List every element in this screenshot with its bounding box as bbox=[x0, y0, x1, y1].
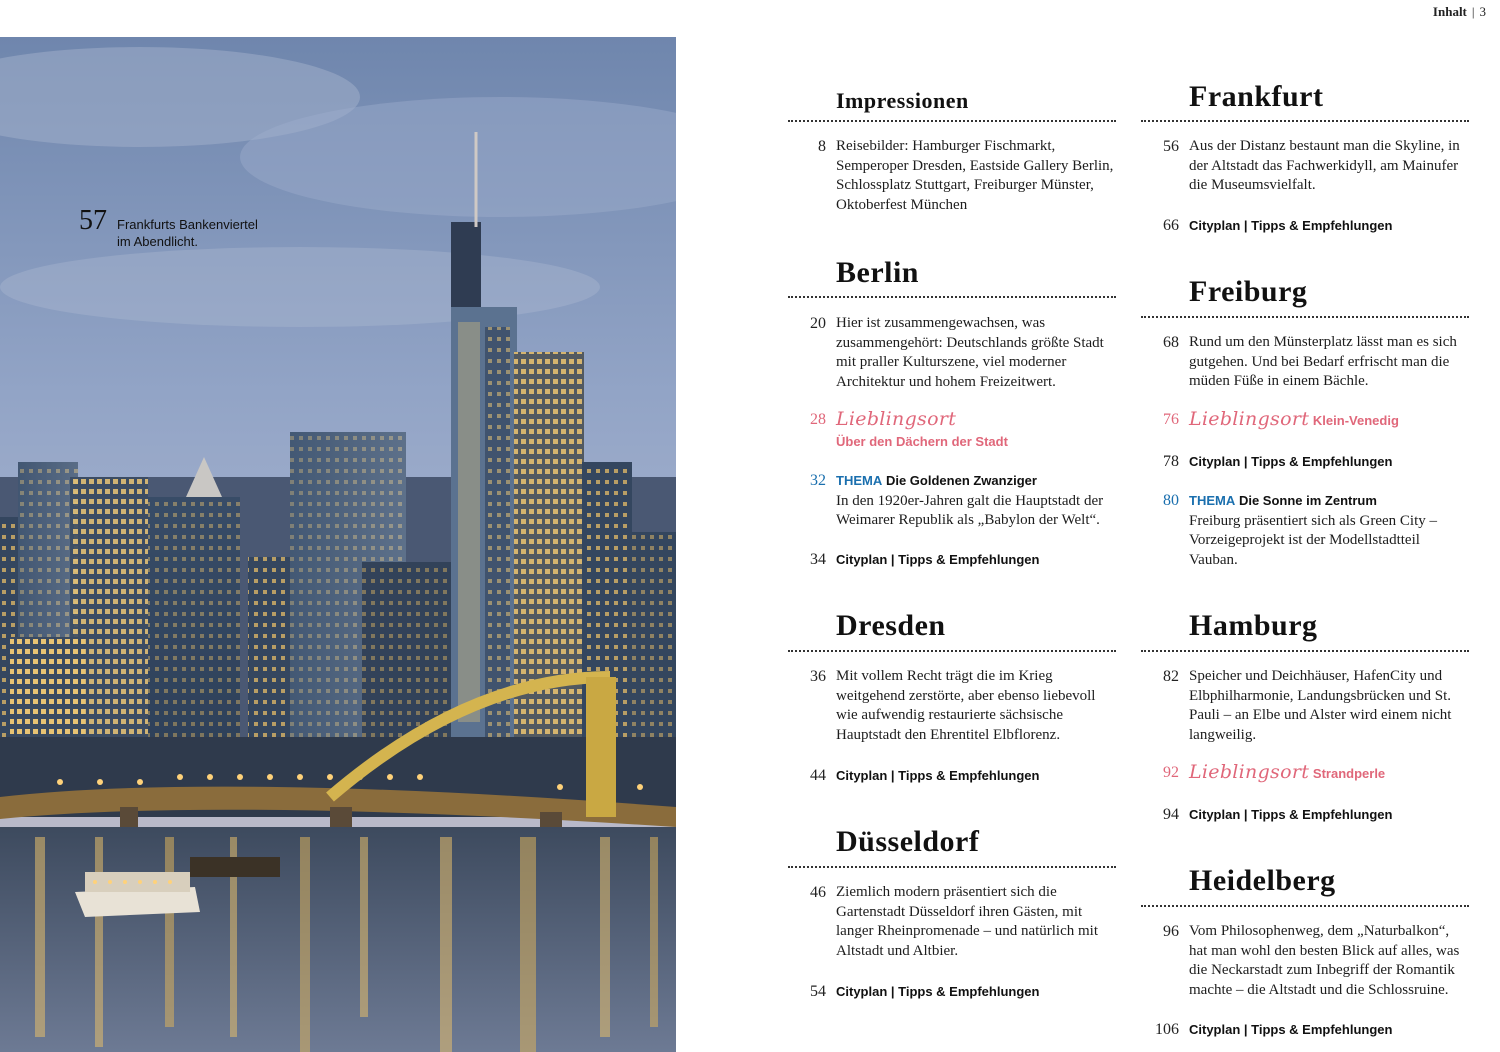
running-head-section: Inhalt bbox=[1432, 4, 1467, 19]
entry-text: Klein-Venedig bbox=[1312, 413, 1399, 428]
entry-text: Cityplan | Tipps & Empfehlungen bbox=[836, 768, 1040, 783]
section-rule bbox=[1141, 316, 1469, 318]
entry-text: Cityplan | Tipps & Empfehlungen bbox=[1189, 807, 1393, 822]
running-head bbox=[1433, 4, 1486, 20]
entry-text: Über den Dächern der Stadt bbox=[836, 433, 1008, 449]
entry-body bbox=[1189, 763, 1469, 785]
entry-page-number: 28 bbox=[810, 411, 826, 428]
entry-page-number: 36 bbox=[810, 668, 826, 685]
entry-page-number: 94 bbox=[1163, 806, 1179, 823]
entry-page-number: 32 bbox=[810, 472, 826, 489]
section-rule bbox=[788, 120, 1116, 122]
entry-body bbox=[1189, 491, 1469, 570]
entry-text: Strandperle bbox=[1312, 766, 1386, 781]
entry-text: Hier ist zusammengewachsen, was zusammengehört: Deutschlands größte Stadt mit praller Kulturszene, viel moderner Architektur und hohem Freizeitwert. bbox=[836, 315, 1104, 390]
entry-text: Cityplan | Tipps & Empfehlungen bbox=[836, 984, 1040, 999]
section-rule bbox=[788, 866, 1116, 868]
entry-text: Cityplan | Tipps & Empfehlungen bbox=[1189, 454, 1393, 469]
running-head-separator: | bbox=[1471, 4, 1475, 19]
entry-text: Cityplan | Tipps & Empfehlungen bbox=[1189, 218, 1393, 233]
entry-text: Freiburg präsentiert sich als Green City – Vorzeigeprojekt ist der Modellstadtteil Vauban. bbox=[1189, 512, 1437, 568]
entry-text: In den 1920er-Jahren galt die Hauptstadt der Weimarer Republik als „Babylon der Welt“. bbox=[836, 492, 1104, 529]
entry-page-number: 106 bbox=[1155, 1021, 1179, 1038]
entry-body bbox=[1189, 410, 1469, 432]
entry-page-number: 76 bbox=[1163, 411, 1179, 428]
section-title-berlin: Berlin bbox=[836, 256, 919, 289]
entry-page-number: 34 bbox=[810, 551, 826, 568]
entry-page-number: 66 bbox=[1163, 217, 1179, 234]
frankfurt-skyline-illustration bbox=[0, 37, 676, 1052]
skyline-photo bbox=[0, 37, 676, 1052]
thema-label: THEMA bbox=[836, 473, 883, 488]
entry-text: Ziemlich modern präsentiert sich die Gartenstadt Düsseldorf ihren Gästen, mit langer Rheinpromenade – und natürlich mit Altstadt und Altbier. bbox=[836, 884, 1099, 959]
page-number: 3 bbox=[1479, 4, 1486, 19]
entry-body bbox=[836, 471, 1116, 531]
entry-page-number: 68 bbox=[1163, 334, 1179, 351]
section-title-duesseldorf: Düsseldorf bbox=[836, 825, 980, 858]
entry-page-number: 54 bbox=[810, 983, 826, 1000]
lieblingsort-label: Lieblingsort bbox=[1189, 761, 1310, 783]
section-title-dresden: Dresden bbox=[836, 609, 946, 642]
entry-text: Cityplan | Tipps & Empfehlungen bbox=[1189, 1022, 1393, 1037]
lieblingsort-label: Lieblingsort bbox=[836, 408, 957, 430]
section-title-heidelberg: Heidelberg bbox=[1189, 864, 1336, 897]
entry-text: Aus der Distanz bestaunt man die Skyline, in der Altstadt das Fachwerkidyll, am Mainufer die Museumsvielfalt. bbox=[1189, 138, 1460, 194]
thema-title: Die Sonne im Zentrum bbox=[1238, 493, 1377, 508]
entry-page-number: 8 bbox=[818, 138, 826, 155]
entry-page-number: 80 bbox=[1163, 492, 1179, 509]
thema-label: THEMA bbox=[1189, 493, 1236, 508]
entry-page-number: 96 bbox=[1163, 923, 1179, 940]
section-rule bbox=[788, 650, 1116, 652]
entry-text: Reisebilder: Hamburger Fischmarkt, Semperoper Dresden, Eastside Gallery Berlin, Schlossplatz Stuttgart, Freiburger Münster, Oktoberfest München bbox=[836, 138, 1114, 213]
entry-text: Mit vollem Recht trägt die im Krieg weitgehend zerstörte, aber ebenso liebevoll wie aufwendig restaurierte sächsische Hauptstadt den Ehrentitel Elbflorenz. bbox=[836, 668, 1096, 743]
section-rule bbox=[788, 296, 1116, 298]
entry-page-number: 78 bbox=[1163, 453, 1179, 470]
lieblingsort-label: Lieblingsort bbox=[1189, 408, 1310, 430]
caption-page-number: 57 bbox=[79, 205, 107, 236]
entry-page-number: 56 bbox=[1163, 138, 1179, 155]
entry-text: Cityplan | Tipps & Empfehlungen bbox=[836, 552, 1040, 567]
entry-page-number: 92 bbox=[1163, 764, 1179, 781]
entry-page-number: 46 bbox=[810, 884, 826, 901]
entry-text: Rund um den Münsterplatz lässt man es sich gutgehen. Und bei Bedarf erfrischt man die müden Füße in einem Bächle. bbox=[1189, 334, 1457, 390]
section-rule bbox=[1141, 650, 1469, 652]
entry-text: Speicher und Deichhäuser, HafenCity und Elbphilharmonie, Landungsbrücken und St. Pauli – an Elbe und Alster wird einem nicht langweilig. bbox=[1189, 668, 1452, 743]
entry-body bbox=[836, 410, 1116, 452]
section-rule bbox=[1141, 120, 1469, 122]
section-title-impressionen: Impressionen bbox=[836, 88, 969, 113]
section-rule bbox=[1141, 905, 1469, 907]
entry-text: Vom Philosophenweg, dem „Naturbalkon“, hat man wohl den besten Blick auf alles, was die Neckarstadt zum Inbegriff der Romantik machte – die Altstadt und die Schlossruine. bbox=[1189, 923, 1460, 998]
caption-text: Frankfurts Bankenviertel im Abendlicht. bbox=[117, 217, 258, 249]
entry-page-number: 44 bbox=[810, 767, 826, 784]
section-title-freiburg: Freiburg bbox=[1189, 275, 1308, 308]
entry-page-number: 82 bbox=[1163, 668, 1179, 685]
entry-page-number: 20 bbox=[810, 315, 826, 332]
thema-title: Die Goldenen Zwanziger bbox=[885, 473, 1037, 488]
section-title-frankfurt: Frankfurt bbox=[1189, 80, 1324, 113]
photo-caption bbox=[79, 207, 267, 250]
section-title-hamburg: Hamburg bbox=[1189, 609, 1318, 642]
